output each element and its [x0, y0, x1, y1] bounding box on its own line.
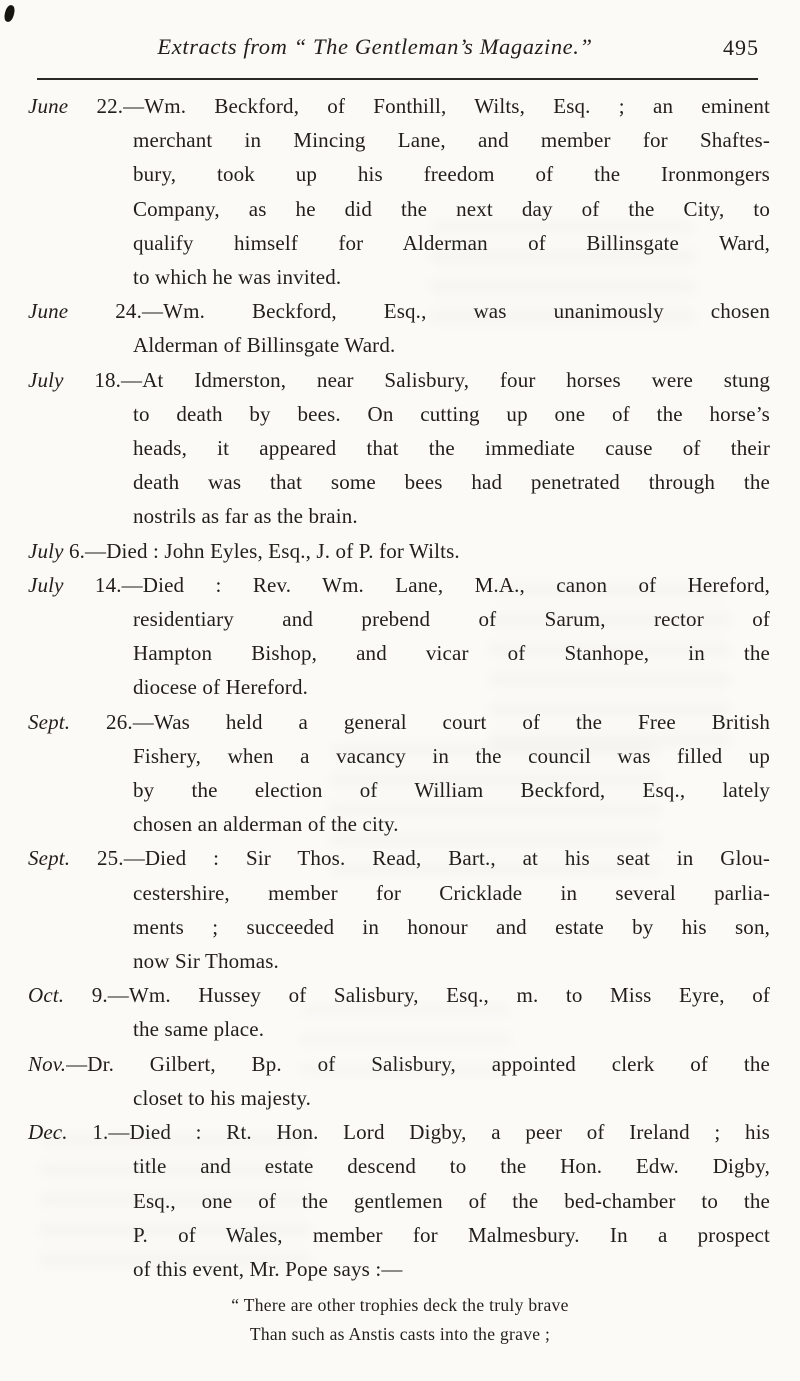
entry-date: Nov. [28, 1051, 67, 1076]
entry-line: nostrils as far as the brain. [133, 504, 358, 529]
entry-text: —Died : Rt. Hon. Lord Digby, a peer of Ireland ; his [108, 1120, 770, 1145]
entry-day: 22. [96, 94, 124, 118]
page-number: 495 [723, 35, 759, 60]
entries [28, 89, 770, 1286]
entry-day: 1. [92, 1120, 109, 1145]
entry-text: —Wm. Hussey of Salisbury, Esq., m. to Miss Eyre, of [107, 983, 770, 1008]
entry-line: to death by bees. On cutting up one of the horse’s [133, 401, 770, 426]
entry-line: death was that some bees had penetrated through the [133, 470, 770, 495]
entry-date: June [28, 299, 69, 324]
entry-text: —Was held a general court of the Free British [132, 709, 771, 734]
entry-date: July [28, 538, 64, 563]
entry-day: 24. [115, 299, 142, 324]
page-header [0, 0, 800, 63]
entry-day: 26. [106, 709, 133, 734]
entry-line: by the election of William Beckford, Esq., lately [133, 778, 770, 803]
journal-entry [28, 568, 770, 705]
entry-line: residentiary and prebend of Sarum, rector of [133, 607, 770, 632]
entry-text: —Died : John Eyles, Esq., J. of P. for Wilts. [85, 538, 460, 563]
journal-entry [28, 978, 770, 1046]
entry-line: ments ; succeeded in honour and estate by his son, [133, 914, 770, 939]
entry-day: 6. [68, 538, 86, 563]
entry-line: diocese of Hereford. [133, 675, 308, 700]
entry-line: Company, as he did the next day of the City, to [133, 196, 770, 221]
entry-first-line [28, 1115, 770, 1149]
entry-text: —Wm. Beckford, of Fonthill, Wilts, Esq. ; an eminent [123, 94, 770, 118]
entry-day: 25. [97, 846, 124, 871]
entry-text: —Died : Rev. Wm. Lane, M.A., canon of Hereford, [121, 572, 770, 597]
entry-first-line [28, 1047, 770, 1081]
entry-line: qualify himself for Alderman of Billinsgate Ward, [133, 230, 770, 255]
entry-day: 14. [94, 572, 122, 597]
entry-first-line [28, 978, 770, 1012]
entry-text: —Died : Sir Thos. Read, Bart., at his seat in Glou- [123, 846, 770, 871]
entry-line: chosen an alderman of the city. [133, 812, 399, 837]
entry-line: bury, took up his freedom of the Ironmongers [133, 162, 770, 187]
running-title: Extracts from “ The Gentleman’s Magazine.” [157, 34, 593, 59]
verse-line: “ There are other trophies deck the truly brave [231, 1295, 569, 1316]
entry-first-line [28, 568, 770, 602]
entry-first-line [28, 534, 770, 568]
journal-entry [28, 1047, 770, 1115]
entry-line: now Sir Thomas. [133, 949, 279, 974]
entry-line: cestershire, member for Cricklade in several parlia- [133, 880, 770, 905]
entry-date: Dec. [28, 1120, 68, 1145]
entry-line: of this event, Mr. Pope says :— [133, 1256, 403, 1281]
entry-first-line [28, 363, 770, 397]
entry-date: July [28, 572, 64, 597]
journal-entry [28, 1115, 770, 1286]
journal-entry [28, 534, 770, 568]
journal-entry [28, 363, 770, 534]
entry-text: —At Idmerston, near Salisbury, four horses were stung [121, 367, 770, 392]
entry-first-line [28, 705, 770, 739]
journal-entry [28, 841, 770, 978]
journal-entry [28, 294, 770, 362]
journal-entry [28, 89, 770, 294]
entry-text: —Dr. Gilbert, Bp. of Salisbury, appointed clerk of the [66, 1051, 770, 1076]
entry-line: Alderman of Billinsgate Ward. [133, 333, 396, 358]
entry-first-line [28, 294, 770, 328]
journal-entry [28, 705, 770, 842]
entry-line: heads, it appeared that the immediate cause of their [133, 436, 770, 461]
entry-line: title and estate descend to the Hon. Edw. Digby, [133, 1154, 770, 1179]
entry-line: closet to his majesty. [133, 1085, 312, 1110]
entry-date: Oct. [28, 983, 65, 1008]
entry-text: —Wm. Beckford, Esq., was unanimously chosen [141, 299, 770, 324]
verse-line: Than such as Anstis casts into the grave ; [249, 1324, 551, 1345]
entry-line: Esq., one of the gentlemen of the bed-chamber to the [133, 1188, 770, 1213]
entry-first-line [28, 89, 770, 123]
entry-line: to which he was invited. [133, 265, 342, 290]
entry-date: Sept. [28, 846, 71, 871]
entry-day: 9. [91, 983, 108, 1008]
entry-day: 18. [94, 367, 122, 392]
header-rule [37, 78, 758, 80]
entry-line: the same place. [133, 1017, 265, 1042]
entry-date: Sept. [28, 709, 71, 734]
entry-date: July [28, 367, 64, 392]
verse-quote [0, 1291, 800, 1349]
entry-line: Fishery, when a vacancy in the council was filled up [133, 743, 770, 768]
entry-line: P. of Wales, member for Malmesbury. In a prospect [133, 1222, 770, 1247]
entry-first-line [28, 841, 770, 875]
entry-date: June [28, 94, 69, 118]
entry-line: Hampton Bishop, and vicar of Stanhope, in the [133, 641, 770, 666]
entry-line: merchant in Mincing Lane, and member for Shaftes- [133, 128, 770, 153]
